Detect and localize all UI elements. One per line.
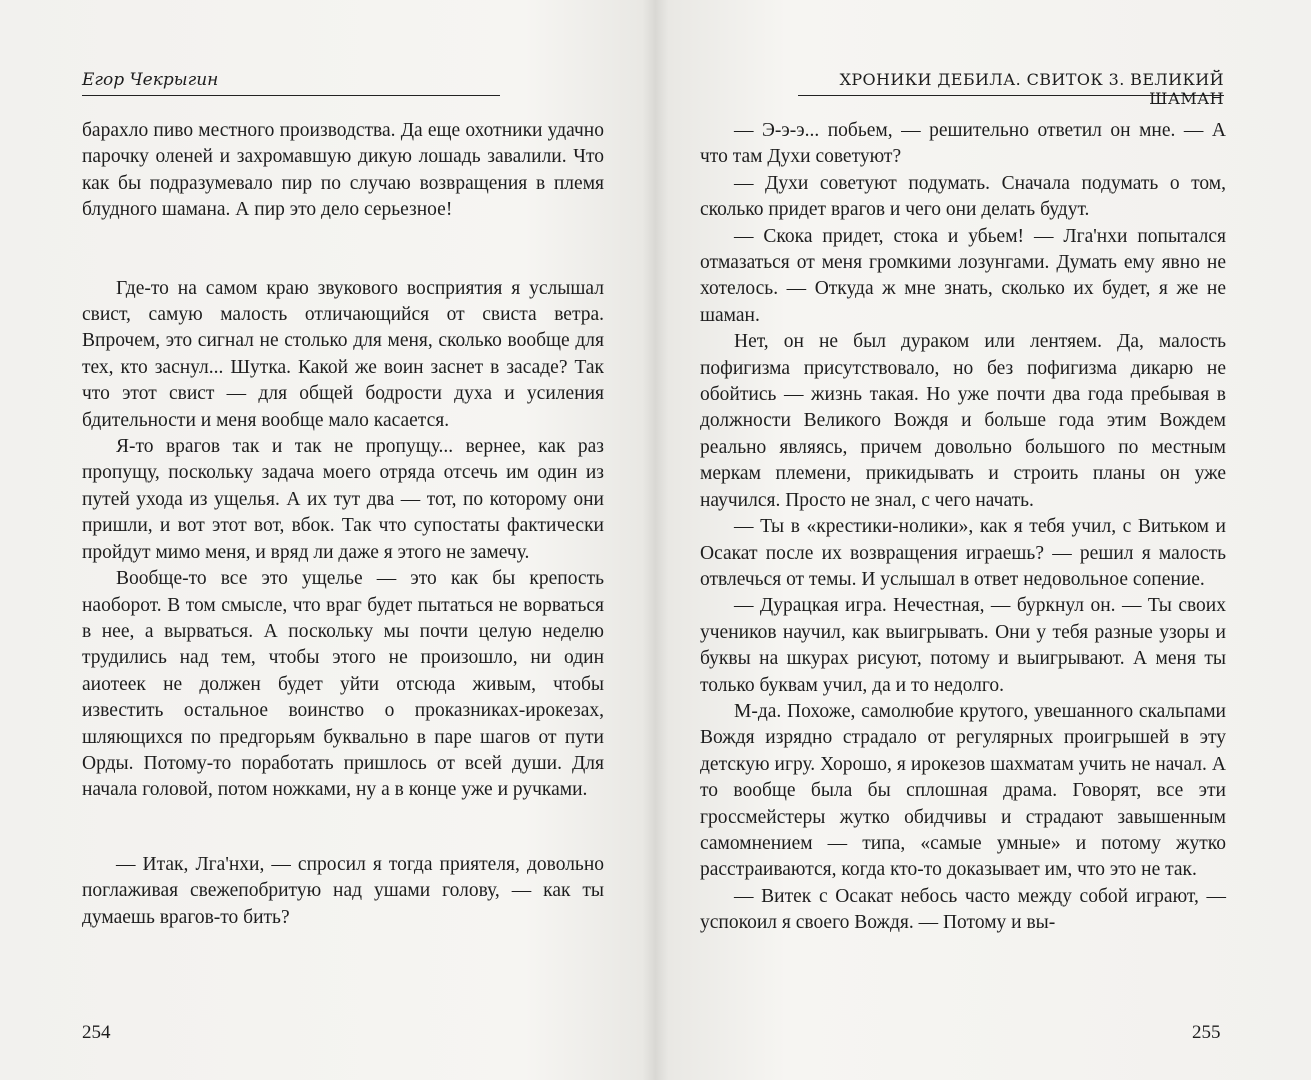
page-text — [700, 118, 1226, 937]
page-number: 254 — [82, 1022, 111, 1043]
paragraph: Я-то врагов так и так не пропущу... вернее, как раз пропущу, поскольку задача моего отряда отсечь им один из путей ухода из ущелья. А их тут два — тот, по которому они пришли, и вот этот вот, вбок. Так что супостаты фактически пройдут мимо меня, и вряд ли даже я этого не замечу. — [82, 436, 604, 563]
paragraph: — Э-э-э... побьем, — решительно ответил он мне. — А что там Духи советуют? — [700, 120, 1226, 168]
right-page — [656, 0, 1311, 1080]
paragraph: — Витек с Осакат небось часто между собой играют, — успокоил я своего Вождя. — Потому и вы- — [700, 885, 1226, 934]
paragraph: — Итак, Лга'нхи, — спросил я тогда приятеля, довольно поглаживая свежепобритую над ушами голову, — как ты думаешь врагов-то бить? — [82, 853, 604, 928]
paragraph: Где-то на самом краю звукового восприятия я услышал свист, самую малость отличающийся от свиста ветра. Впрочем, это сигнал не столько для меня, сколько вообще для тех, кто заснул... Шутка. Какой же воин заснет в засаде? Так что этот свист — для общей бодрости духа и усиления бдительности и меня вообще мало касается. — [82, 277, 604, 431]
paragraph: М-да. Похоже, самолюбие крутого, увешанного скальпами Вождя изрядно страдало от регулярных проигрышей в эту детскую игру. Хорошо, я ирокезов шахматам учить не начал. А то вообще была бы сплошная драма. Говорят, все эти гроссмейстеры жутко обидчивы и страдают завышенным самомнением — типа, «самые умные» и потому жутко расстраиваются, когда кто-то доказывает им, что это не так. — [700, 700, 1226, 881]
paragraph: барахло пиво местного производства. Да еще охотники удачно парочку оленей и захромавшую дикую лошадь завалили. Что как бы подразумевало пир по случаю возвращения в племя блудного шамана. А пир это дело серьезное! — [82, 120, 604, 221]
paragraph: — Скока придет, стока и убьем! — Лга'нхи попытался отмазаться от меня громкими лозунгами. Думать ему явно не хотелось. — Откуда ж мне знать, сколько их будет, я же не шаман. — [700, 225, 1226, 326]
section-break — [82, 224, 604, 276]
paragraph: Вообще-то все это ущелье — это как бы крепость наоборот. В том смысле, что враг будет пытаться не ворваться в нее, а вырваться. А поскольку мы почти целую неделю трудились над тем, чтобы этого не произошло, ни один аиотеек не должен будет уйти отсюда живым, чтобы известить остальное воинство о проказниках-ирокезах, шляющихся по предгорьям буквально в паре шагов от пути Орды. Потому-то поработать пришлось от всей души. Для начала головой, потом ножками, ну а в конце уже и ручками. — [82, 568, 604, 801]
section-break — [82, 804, 604, 852]
page-text — [82, 118, 604, 931]
paragraph: — Дурацкая игра. Нечестная, — буркнул он. — Ты своих учеников научил, как выигрывать. Они у тебя разные узоры и буквы на шкурах рисуют, потому и выигрывают. А меня ты только буквам учил, да и то недолго. — [700, 595, 1226, 696]
running-header: Егор Чекрыгин — [82, 70, 500, 96]
page-number: 255 — [1192, 1022, 1221, 1043]
paragraph: Нет, он не был дураком или лентяем. Да, малость пофигизма присутствовало, но без пофигизма дикарю не обойтись — жизнь такая. Но уже почти два года пребывая в должности Великого Вождя и больше года этим Вождем реально являясь, причем довольно большого по местным меркам племени, прикидывать и строить планы он уже научился. Просто не знал, с чего начать. — [700, 331, 1226, 511]
running-header: ХРОНИКИ ДЕБИЛА. СВИТОК 3. ВЕЛИКИЙ ШАМАН — [798, 70, 1224, 96]
left-page — [0, 0, 655, 1080]
paragraph: — Ты в «крестики-нолики», как я тебя учил, с Витьком и Осакат после их возвращения играешь? — решил я малость отвлечься от темы. И услышал в ответ недовольное сопение. — [700, 516, 1226, 590]
paragraph: — Духи советуют подумать. Сначала подумать о том, сколько придет врагов и чего они делать будут. — [700, 172, 1226, 221]
